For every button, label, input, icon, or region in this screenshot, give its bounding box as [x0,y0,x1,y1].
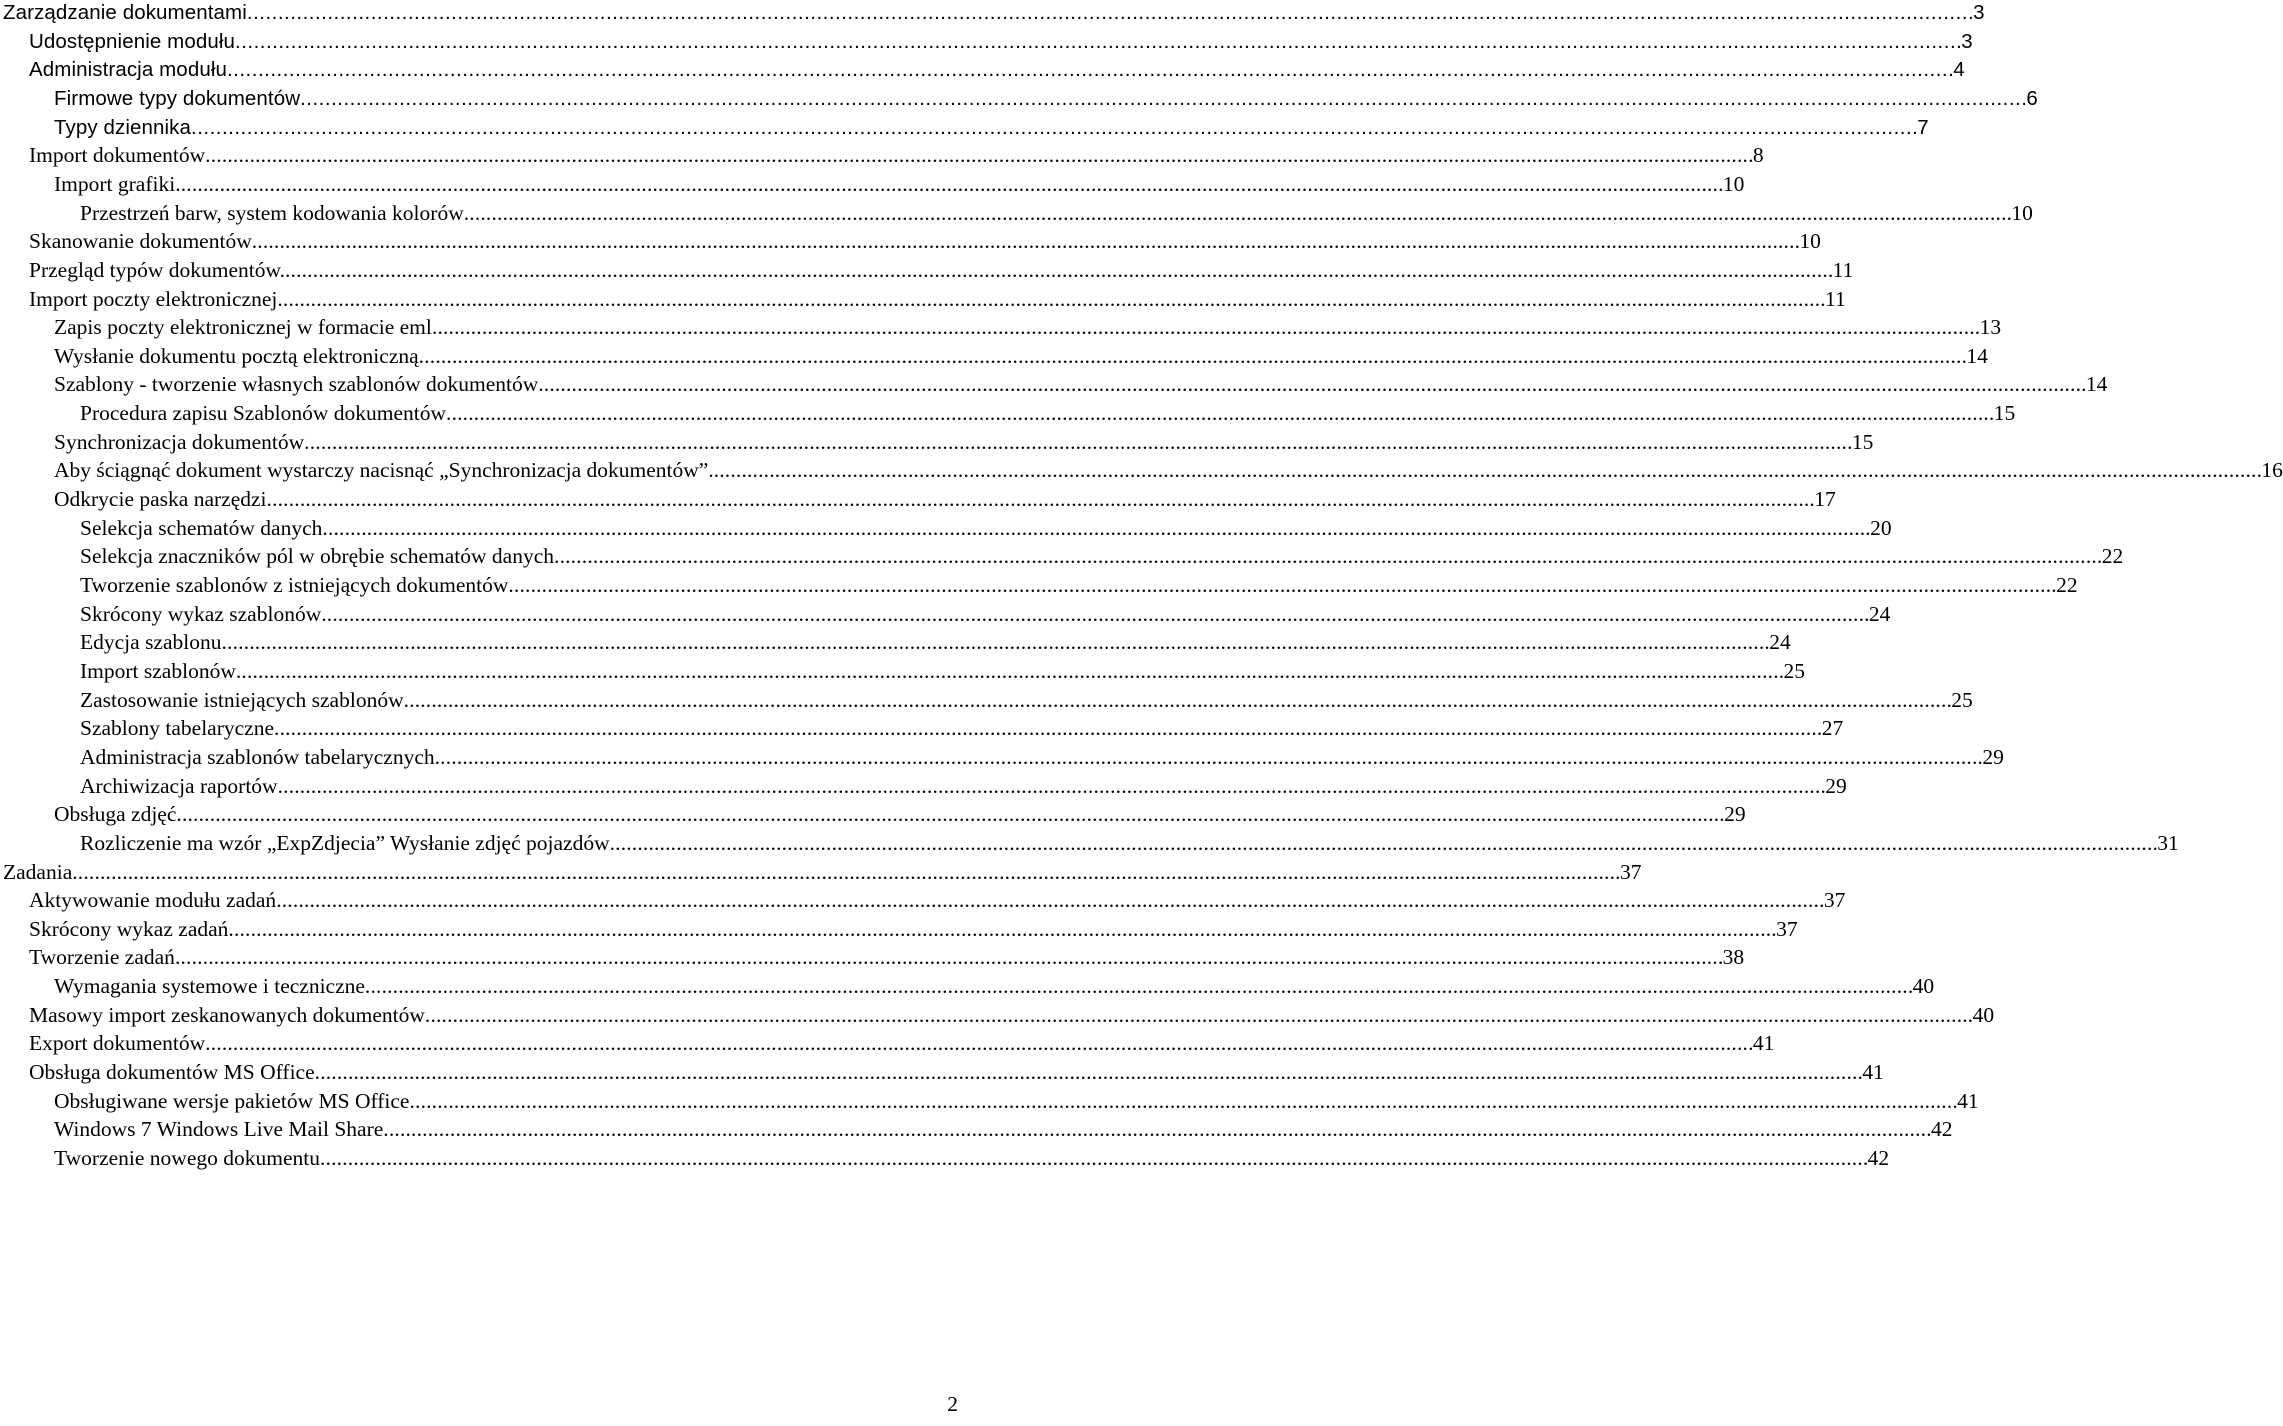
toc-entry-page: 25 [1951,687,1973,712]
toc-entry-title: Zapis poczty elektronicznej w formacie eml [54,315,432,340]
toc-entry-title: Odkrycie paska narzędzi [54,487,267,512]
toc-entry-page: 10 [1722,171,1745,196]
dot-leader [508,573,2054,598]
dot-leader [383,1117,1929,1142]
toc-entry[interactable] [0,716,1844,745]
toc-entry-page: 29 [1982,744,2004,769]
dot-leader [554,544,2100,569]
dot-leader [236,659,1782,684]
dot-leader [176,802,1722,827]
toc-entry-title: Skanowanie dokumentów [29,229,252,254]
toc-entry-title: Wymagania systemowe i teczniczne [54,974,365,999]
toc-entry-page: 14 [1966,343,1988,368]
toc-entry-title: Zadania [3,859,73,884]
toc-entry[interactable] [0,1060,1884,1089]
toc-entry-page: 37 [1619,859,1642,884]
dot-leader [610,831,2156,856]
toc-entry[interactable] [0,458,2283,487]
toc-entry-title: Tworzenie zadań [29,945,175,970]
dot-leader [191,115,1915,140]
toc-entry-page: 29 [1724,802,1746,827]
toc-entry[interactable] [0,544,2124,573]
toc-entry[interactable] [0,372,2108,401]
dot-leader [267,487,1813,512]
dot-leader [252,229,1798,254]
dot-leader [315,1060,1861,1085]
toc-entry-page: 13 [1979,315,2002,340]
toc-entry-title: Wysłanie dokumentu pocztą elektroniczną [54,343,419,368]
toc-entry-title: Import dokumentów [29,143,206,168]
toc-entry-page: 41 [1752,1031,1775,1056]
toc-entry[interactable] [0,573,2078,602]
toc-entry-title: Tworzenie nowego dokumentu [54,1146,320,1170]
toc-entry[interactable] [0,744,2004,774]
toc-entry[interactable] [0,229,1821,258]
toc-entry[interactable] [0,1031,1775,1060]
toc-entry-page: 27 [1821,716,1844,741]
toc-entry[interactable] [0,286,1846,316]
toc-entry-page: 10 [1799,229,1821,254]
toc-entry-page: 41 [1862,1060,1884,1085]
toc-entry[interactable] [0,343,1988,373]
toc-entry-title: Firmowe typy dokumentów [54,86,301,110]
toc-entry-page: 3 [1961,29,1973,53]
toc-entry-page: 11 [1825,286,1846,311]
toc-entry-page: 4 [1953,58,1965,82]
toc-entry[interactable] [0,200,2033,230]
toc-entry-title: Aktywowanie modułu zadań [29,888,277,913]
toc-entry-title: Selekcja schematów danych [80,515,323,540]
toc-entry-page: 24 [1868,601,1891,626]
toc-entry-title: Zarządzanie dokumentami [3,1,247,24]
dot-leader [464,201,2010,226]
toc-entry-page: 8 [1752,143,1764,168]
toc-entry-page: 29 [1825,773,1847,798]
dot-leader [425,1003,1971,1028]
dot-leader [247,0,1971,25]
toc-entry-title: Edycja szablonu [80,630,222,655]
toc-entry[interactable] [0,916,1798,946]
toc-entry[interactable] [0,171,1745,201]
toc-entry[interactable] [0,57,1965,86]
toc-entry-page: 22 [2056,573,2078,597]
toc-entry-page: 16 [2261,458,2283,483]
toc-entry-title: Przegląd typów dokumentów. [29,257,285,282]
toc-entry-page: 42 [1867,1146,1890,1170]
toc-entry-page: 25 [1783,658,1806,683]
toc-entry[interactable] [0,1002,1995,1032]
toc-entry[interactable] [0,257,1854,287]
toc-entry[interactable] [0,773,1847,803]
toc-entry-page: 40 [1912,974,1935,999]
toc-entry-title: Aby ściągnąć dokument wystarczy nacisnąć „Synchronizacja dokumentów”. [54,458,714,483]
toc-entry-page: 7 [1917,115,1929,139]
dot-leader [285,258,1831,283]
toc-entry-page: 20 [1870,515,1892,540]
toc-entry[interactable] [0,29,1973,58]
toc-entry[interactable] [0,974,1935,1003]
toc-entry-page: 10 [2011,200,2033,225]
toc-entry-title: Windows 7 Windows Live Mail Share [54,1117,384,1142]
toc-entry-title: Selekcja znaczników pól w obrębie schematów danych [80,544,555,569]
dot-leader [320,1146,1866,1171]
toc-entry-title: Przestrzeń barw, system kodowania kolorów [80,200,464,225]
toc-entry[interactable] [0,1117,1953,1146]
dot-leader [432,315,1978,340]
toc-entry-page: 42 [1930,1117,1953,1142]
toc-entry-page: 40 [1972,1002,1995,1027]
toc-entry-page: 22 [2101,544,2124,569]
toc-entry-page: 3 [1973,1,1985,24]
toc-entry[interactable] [0,687,1973,717]
toc-entry-title: Tworzenie szablonów z istniejących dokumentów [80,573,509,597]
toc-entry[interactable] [0,487,1836,516]
dot-leader [278,774,1824,799]
toc-entry-title: Obsługa zdjęć [54,802,177,827]
toc-entry-title: Synchronizacja dokumentów [54,429,305,454]
toc-entry-title: Obsługa dokumentów MS Office [29,1060,315,1085]
toc-entry-title: Archiwizacja raportów [80,773,278,798]
toc-entry-title: Administracja modułu [29,58,227,82]
toc-entry-page: 37 [1823,888,1846,913]
dot-leader [277,287,1823,312]
toc-entry[interactable] [0,888,1846,917]
page-number: 2 [947,1392,958,1416]
toc-entry-page: 15 [1993,401,2016,426]
toc-entry[interactable] [0,859,1642,889]
toc-entry[interactable] [0,658,1806,688]
toc-entry[interactable] [0,1146,1890,1175]
toc-entry-title: Obsługiwane wersje pakietów MS Office [54,1088,410,1113]
dot-leader [538,372,2084,397]
toc-entry-page: 15 [1851,429,1874,454]
toc-entry-title: Import grafiki [54,171,176,196]
dot-leader [435,745,1981,770]
toc-entry[interactable] [0,1088,1979,1118]
toc-entry-title: Procedura zapisu Szablonów dokumentów [80,401,447,426]
toc-entry[interactable] [0,630,1791,659]
dot-leader [205,1031,1751,1056]
toc-entry-title: Szablony - tworzenie własnych szablonów dokumentów [54,372,539,397]
dot-leader [365,974,1911,999]
toc-entry-page: 14 [2085,372,2108,397]
toc-entry[interactable] [0,429,1874,459]
toc-entry[interactable] [0,401,2016,430]
dot-leader [446,401,1992,426]
dot-leader [228,917,1774,942]
dot-leader [714,458,2260,483]
toc-entry[interactable] [0,515,1892,545]
dot-leader [227,57,1951,82]
toc-entry-title: Typy dziennika [54,115,192,139]
toc-entry[interactable] [0,802,1746,831]
toc-entry-page: 38 [1722,945,1745,970]
dot-leader [419,344,1965,369]
toc-entry-title: Skrócony wykaz szablonów [80,601,322,626]
dot-leader [205,143,1751,168]
dot-leader [322,516,1868,541]
toc-entry[interactable] [0,86,2038,115]
toc-entry[interactable] [0,143,1764,172]
dot-leader [300,86,2024,111]
toc-entry-title: Import szablonów [80,658,236,683]
dot-leader [409,1089,1955,1114]
toc-entry[interactable] [0,830,2179,860]
toc-entry-page: 11 [1832,257,1854,282]
dot-leader [175,945,1721,970]
toc-entry-title: Masowy import zeskanowanych dokumentów [29,1002,425,1027]
toc-entry-title: Export dokumentów [29,1031,206,1056]
dot-leader [72,860,1618,885]
toc-entry[interactable] [0,115,1929,144]
toc-entry-title: Rozliczenie ma wzór „ExpZdjecia” Wysłanie zdjęć pojazdów [80,830,610,855]
dot-leader [274,716,1820,741]
toc-entry-page: 41 [1957,1088,1979,1113]
toc-entry[interactable] [0,945,1745,974]
dot-leader [304,430,1850,455]
toc-entry[interactable] [0,601,1891,631]
toc-entry-title: Import poczty elektronicznej [29,286,278,311]
dot-leader [235,29,1959,54]
dot-leader [276,888,1822,913]
toc-entry-page: 31 [2157,830,2179,855]
toc-entry[interactable] [0,315,2002,344]
dot-leader [321,602,1867,627]
toc-entry-title: Administracja szablonów tabelarycznych [80,744,435,769]
toc-entry-page: 6 [2026,86,2038,110]
toc-entry-title: Udostępnienie modułu [29,29,235,53]
dot-leader [222,630,1768,655]
toc-entry-title: Szablony tabelaryczne [80,716,275,741]
toc-entry-page: 37 [1776,916,1798,941]
toc-entry[interactable] [0,0,1985,29]
toc-entry-page: 24 [1769,630,1791,655]
toc-entry-page: 17 [1814,487,1836,512]
dot-leader [175,172,1721,197]
toc-entry-title: Zastosowanie istniejących szablonów [80,687,404,712]
toc-entry-title: Skrócony wykaz zadań [29,916,229,941]
dot-leader [404,688,1950,713]
